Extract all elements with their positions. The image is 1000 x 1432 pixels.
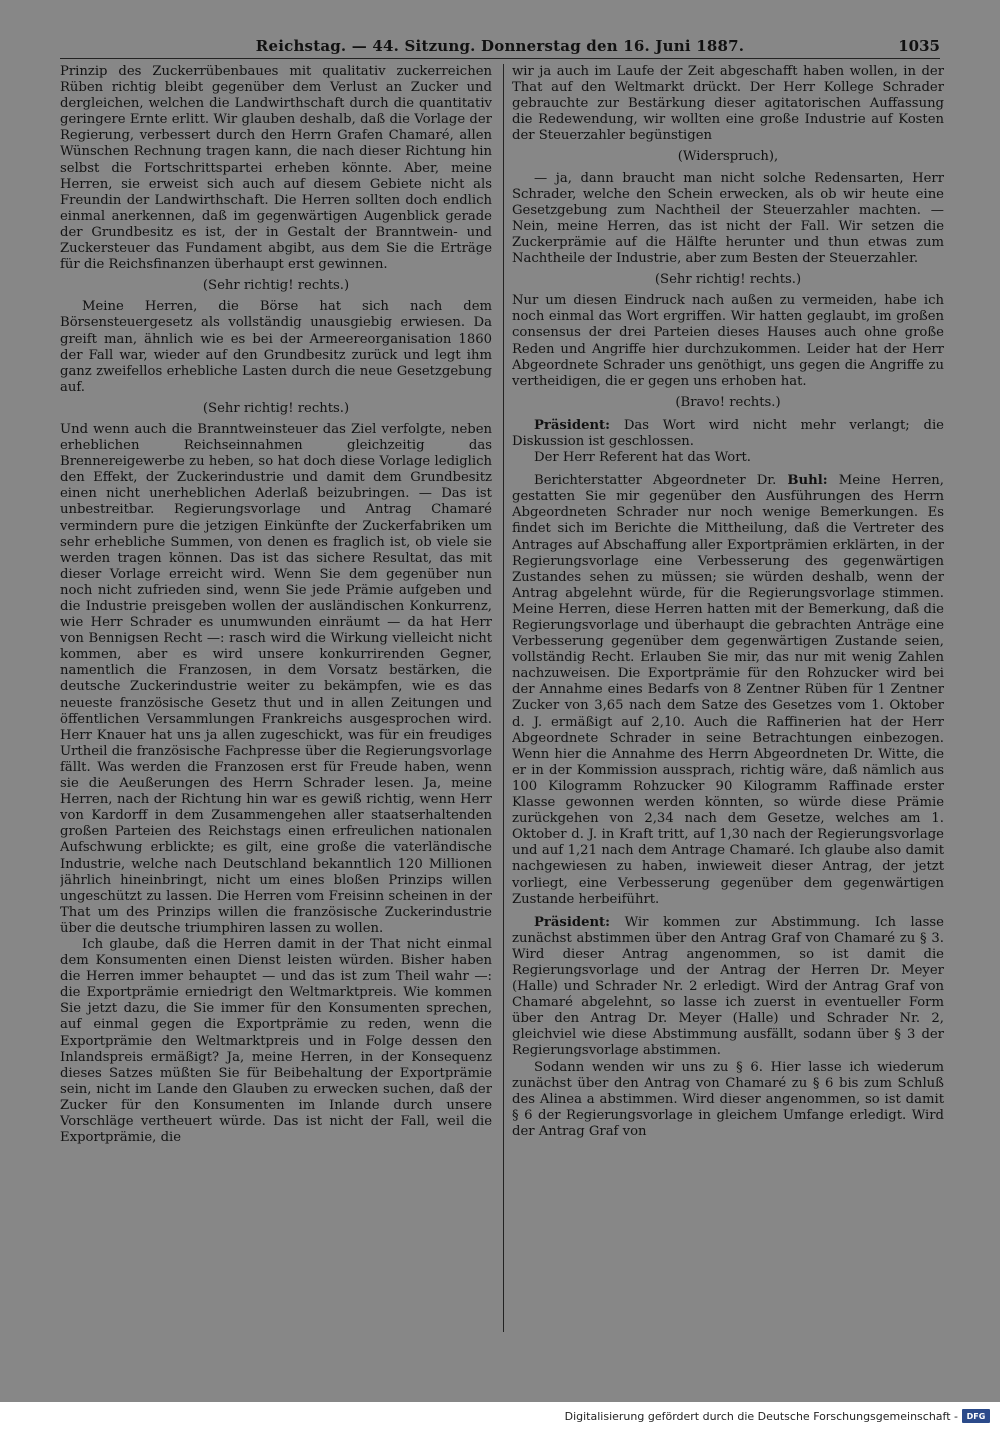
text-columns: [60, 64, 944, 1334]
page-number: 1035: [898, 37, 940, 55]
interjection: (Sehr richtig! rechts.): [202, 400, 350, 416]
speaker-label: Buhl:: [787, 473, 828, 489]
footer-credit: Digitalisierung gefördert durch die Deutsche Forschungsgemeinschaft -: [564, 1410, 958, 1423]
speech-paragraph: [512, 915, 944, 1060]
paragraph: Ich glaube, daß die Herren damit in der That nicht einmal dem Konsumenten einen Dienst leisten würden. Bisher haben die Herren immer behauptet — und das ist zum Theil wahr —: die Exportprämie erniedrigt den Weltmarktpreis. Wie kommen Sie jetzt dazu, die Sie immer für den Konsumenten sprechen, auf einmal gegen die Exportprämie zu reden, wenn die Exportprämie den Weltmarktpreis und in Folge dessen den Inlandspreis ermäßigt? Ja, meine Herren, in der Konsequenz dieses Satzes müßten Sie für Beibehaltung der Exportprämie sein, nicht im Lande den Glauben zu erwecken suchen, daß der Zucker für den Konsumenten im Inlande durch unsere Vorschläge vertheuert würde. Das ist nicht der Fall, weil die Exportprämie, die: [60, 936, 492, 1146]
speaker-prefix: Berichterstatter Abgeordneter Dr.: [534, 473, 777, 489]
left-column: [60, 64, 492, 1334]
paragraph: Meine Herren, die Börse hat sich nach dem Börsensteuergesetz als vollständig unausgiebig erwiesen. Da greift man, ähnlich wie es bei der Armeereorganisation 1860 der Fall war, wieder auf den Grundbesitz zurück und legt ihm ganz zweifellos erhebliche Lasten durch die neue Gesetzgebung auf.: [60, 299, 492, 395]
dfg-logo: DFG: [962, 1409, 990, 1423]
interjection: (Sehr richtig! rechts.): [202, 278, 350, 294]
interjection: (Widerspruch),: [677, 149, 779, 165]
right-column: [512, 64, 944, 1334]
speech-text: Meine Herren, gestatten Sie mir gegenüber den Ausführungen des Herrn Abgeordneten Schrader nur noch wenige Bemerkungen. Es findet sich im Berichte die Mittheilung, daß die Vertreter des Antrages auf Abschaffung aller Exportprämien erklärten, in der Regierungsvorlage eine Verbesserung des gegenwärtigen Zustandes sehen zu müssen; sie würden deshalb, wenn der Antrag abgelehnt würde, für die Regierungsvorlage stimmen. Meine Herren, diese Herren hatten mit der Bemerkung, daß die Regierungsvorlage und überhaupt die gebrachten Anträge eine Verbesserung gegenüber dem gegenwärtigen Zustande seien, vollständig Recht. Erlauben Sie mir, das nur mit wenig Zahlen nachzuweisen. Die Exportprämie für den Rohzucker wird bei der Annahme eines Bedarfs von 8 Zentner Rüben für 1 Zentner Zucker von 3,65 nach dem Satze des Gesetzes vom 1. Oktober d. J. ermäßigt auf 2,10. Auch die Raffinerien hat der Herr Abgeordnete Schrader in seine Betrachtungen einbezogen. Wenn hier die Annahme des Herrn Abgeordneten Dr. Witte, die er in der Kommission aussprach, richtig wäre, daß nämlich aus 100 Kilogramm Rohzucker 90 Kilogramm Raffinade erster Klasse gewonnen werden könnten, so würde diese Prämie zurückgehen von 2,34 nach dem Gesetze, welches am 1. Oktober d. J. in Kraft tritt, auf 1,30 nach der Regierungsvorlage und auf 1,21 nach dem Antrage Chamaré. Ich glaube also damit nachgewiesen zu haben, inwieweit dieser Antrag, der jetzt vorliegt, eine Verbesserung gegenüber dem gegenwärtigen Zustande herbeiführt.: [512, 473, 944, 907]
paragraph: — ja, dann braucht man nicht solche Redensarten, Herr Schrader, welche den Schein erwecken, als ob wir heute eine Gesetzgebung zum Nachtheil der Steuerzahler machten. — Nein, meine Herren, das ist nicht der Fall. Wir setzen die Zuckerprämie auf die Hälfte herunter und thun etwas zum Nachtheile der Industrie, aber zum Besten der Steuerzahler.: [512, 170, 944, 267]
speech-text: Wir kommen zur Abstimmung. Ich lasse zunächst abstimmen über den Antrag Graf von Chamaré zu § 3. Wird dieser Antrag angenommen, so ist damit die Regierungsvorlage und der Antrag der Herren Dr. Meyer (Halle) und Schrader Nr. 2 erledigt. Wird der Antrag Graf von Chamaré abgelehnt, so lasse ich zuerst in eventueller Form über den Antrag Dr. Meyer (Halle) und Schrader Nr. 2, gleichviel wie diese Abstimmung ausfällt, sodann über § 3 der Regierungsvorlage abstimmen.: [512, 914, 944, 1059]
page-header: [60, 32, 940, 59]
speech-paragraph: [512, 418, 944, 450]
paragraph: Und wenn auch die Branntweinsteuer das Ziel verfolgte, neben erheblichen Reichseinnahmen gleichzeitig das Brennereigewerbe zu heben, so hat doch diese Vorlage lediglich den Effekt, der Zuckerindustrie und damit dem Grundbesitz einen nicht unerheblichen Aderlaß beizubringen. — Das ist unbestreitbar. Regierungsvorlage und Antrag Chamaré vermindern pure die jetzigen Einkünfte der Zuckerfabriken um sehr erhebliche Summen, von denen es fraglich ist, ob viele sie werden tragen können. Das ist das sichere Resultat, das mit dieser Vorlage erreicht wird. Wenn Sie dem gegenüber nun noch nicht zufrieden sind, wenn Sie jede Prämie aufgeben und die Industrie preisgeben wollen der ausländischen Konkurrenz, wie Herr Schrader es unumwunden einräumt — da hat Herr von Bennigsen Recht —: rasch wird die Wirkung vielleicht nicht kommen, aber es wird unsere konkurrirenden Gegner, namentlich die Franzosen, in dem Vorsatz bestärken, die deutsche Zuckerindustrie weiter zu bekämpfen, wie es das neueste französische Gesetz thut und in allen Zeitungen und öffentlichen Versammlungen Frankreichs ausgesprochen wird. Herr Knauer hat uns ja allen zugeschickt, was für ein freudiges Urtheil die französische Fachpresse über die Regierungsvorlage fällt. Was werden die Franzosen erst für Freude haben, wenn sie die Aeußerungen des Herrn Schrader lesen. Ja, meine Herren, nach der Richtung hin war es gewiß richtig, wenn Herr von Kardorff in dem Zusammengehen aller staatserhaltenden großen Parteien des Reichstags einen erfreulichen nationalen Aufschwung erblickte; es gilt, eine große die vaterländische Industrie, welche nach Deutschland bekanntlich 120 Millionen jährlich hineinbringt, nicht um eines bloßen Prinzips willen ungeschützt zu lassen. Die Herren vom Freisinn scheinen in der That um des Prinzips willen die französische Zuckerindustrie über die deutsche triumphiren lassen zu wollen.: [60, 421, 492, 936]
speech-text: Das Wort wird nicht mehr verlangt; die Diskussion ist geschlossen.: [512, 417, 944, 449]
interjection: (Sehr richtig! rechts.): [654, 272, 802, 288]
paragraph: Prinzip des Zuckerrübenbaues mit qualitativ zuckerreichen Rüben richtig bleibt gegenüber dem Verlust an Zucker und dergleichen, welchen die Landwirthschaft durch die quantitativ geringere Ernte erlitt. Wir glauben deshalb, daß die Vorlage der Regierung, verbessert durch den Herrn Grafen Chamaré, allen Wünschen Rechnung tragen kann, die nach dieser Richtung hin selbst die Fortschrittspartei erheben könnte. Aber, meine Herren, sie erweist sich auch auf diesem Gebiete nicht als Freundin der Landwirthschaft. Die Herren sollten doch endlich einmal anerkennen, daß im gegenwärtigen Augenblick gerade der Grundbesitz es ist, der in Gestalt der Branntwein- und Zuckersteuer das Fundament abgibt, aus dem Sie die Erträge für die Reichsfinanzen überhaupt erst gewinnen.: [60, 64, 492, 273]
footer: [0, 1402, 1000, 1432]
speech-paragraph: [512, 473, 944, 908]
paragraph: Sodann wenden wir uns zu § 6. Hier lasse ich wiederum zunächst über den Antrag von Chamaré zu § 6 bis zum Schluß des Alinea a abstimmen. Wird dieser angenommen, so ist damit § 6 der Regierungsvorlage in gleichem Umfange erledigt. Wird der Antrag Graf von: [512, 1059, 944, 1139]
speaker-label: Präsident:: [534, 914, 611, 930]
speaker-label: Präsident:: [534, 417, 611, 433]
interjection: (Bravo! rechts.): [675, 394, 781, 410]
paragraph: Der Herr Referent hat das Wort.: [534, 450, 751, 466]
paragraph: wir ja auch im Laufe der Zeit abgeschafft haben wollen, in der That auf den Weltmarkt drückt. Der Herr Kollege Schrader gebrauchte zur Bestärkung dieser agitatorischen Auffassung die Redewendung, wir wollten eine große Industrie auf Kosten der Steuerzahler begünstigen: [512, 64, 944, 144]
header-title: Reichstag. — 44. Sitzung. Donnerstag den 16. Juni 1887.: [255, 37, 745, 55]
paragraph: Nur um diesen Eindruck nach außen zu vermeiden, habe ich noch einmal das Wort ergriffen. Wir hatten geglaubt, im großen consensus der drei Parteien dieses Hauses auch ohne große Reden und Angriffe hier durchzukommen. Leider hat der Herr Abgeordnete Schrader uns genöthigt, uns gegen die Angriffe zu vertheidigen, die er gegen uns erhoben hat.: [512, 293, 944, 389]
